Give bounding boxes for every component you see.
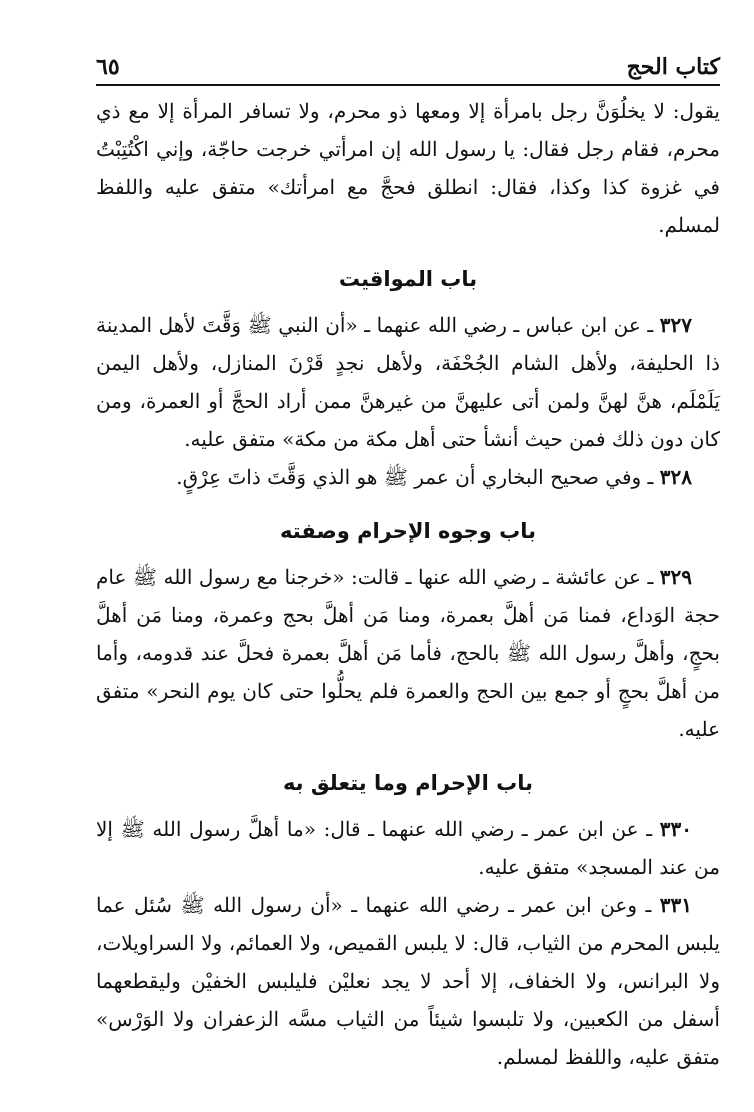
- chapter-heading-ihram: باب الإحرام وما يتعلق به: [282, 771, 534, 795]
- page-number: ٦٥: [96, 54, 120, 80]
- hadith-number: ٣٢٩: [659, 565, 692, 589]
- chapter-heading-ihram-types: باب وجوه الإحرام وصفته: [280, 519, 536, 543]
- page-header: [96, 44, 720, 80]
- hadith-text: ـ عن ابن عمر ـ رضي الله عنهما ـ قال: «ما أهلَّ رسول الله ﷺ إلا من عند المسجد» متفق عليه.: [96, 817, 720, 879]
- hadith-text: ـ عن ابن عباس ـ رضي الله عنهما ـ «أن النبي ﷺ وَقَّتَ لأهل المدينة ذا الحليفة، ولأهل الشام الجُحْفَة، ولأهل نجدٍ قَرْنَ المنازل، ولأهل اليمن يَلَمْلَم، هنَّ لهنَّ ولمن أتى عليهنَّ من غيرهنَّ ممن أراد الحجَّ أو العمرة، ومن كان دون ذلك فمن حيث أنشأ حتى أهل مكة من مكة» متفق عليه.: [96, 313, 721, 451]
- chapter-heading-mawaqit: باب المواقيت: [338, 267, 478, 291]
- hadith-number: ٣٣٠: [659, 817, 692, 841]
- hadith-327: [96, 306, 720, 458]
- hadith-328: [96, 458, 720, 496]
- hadith-number: ٣٢٨: [659, 465, 692, 489]
- paragraph-text: يقول: لا يخلُوَنَّ رجل بامرأة إلا ومعها ذو محرم، ولا تسافر المرأة إلا مع ذي محرم، فقام رجل فقال: يا رسول الله إن امرأتي خرجت حاجّة، وإني اكْتُتِبْتُ في غزوة كذا وكذا، فقال: انطلق فحجَّ مع امرأتك» متفق عليه واللفظ لمسلم.: [96, 99, 720, 237]
- hadith-text: ـ وعن ابن عمر ـ رضي الله عنهما ـ «أن رسول الله ﷺ سُئل عما يلبس المحرم من الثياب، قال: لا يلبس القميص، ولا العمائم، ولا السراويلات، ولا البرانس، ولا الخفاف، إلا أحد لا يجد نعليْن فليلبس الخفيْن وليقطعهما أسفل من الكعبين، ولا تلبسوا شيئاً من الثياب مسَّه الزعفران ولا الوَرْس» متفق عليه، واللفظ لمسلم.: [96, 893, 720, 1069]
- hadith-329: [96, 558, 720, 748]
- hadith-number: ٣٣١: [659, 893, 692, 917]
- book-section-title: كتاب الحج: [626, 54, 720, 80]
- continuation-paragraph: [96, 92, 720, 244]
- hadith-number: ٣٢٧: [659, 313, 692, 337]
- hadith-text: ـ وفي صحيح البخاري أن عمر ﷺ هو الذي وَقَّتَ ذاتَ عِرْقٍ.: [176, 465, 660, 489]
- header-rule: [96, 84, 720, 86]
- hadith-330: [96, 810, 720, 886]
- book-page: [96, 44, 720, 1076]
- hadith-text: ـ عن عائشة ـ رضي الله عنها ـ قالت: «خرجنا مع رسول الله ﷺ عام حجة الوَداع، فمنا مَن أهلَّ بعمرة، ومنا مَن أهلَّ بحج وعمرة، ومنا مَن أهلَّ بحجٍ، وأهلَّ رسول الله ﷺ بالحج، فأما مَن أهلَّ بعمرة فحلَّ عند قدومه، وأما من أهلَّ بحجٍ أو جمع بين الحج والعمرة فلم يحلُّوا حتى كان يوم النحر» متفق عليه.: [96, 565, 720, 741]
- hadith-331: [96, 886, 720, 1076]
